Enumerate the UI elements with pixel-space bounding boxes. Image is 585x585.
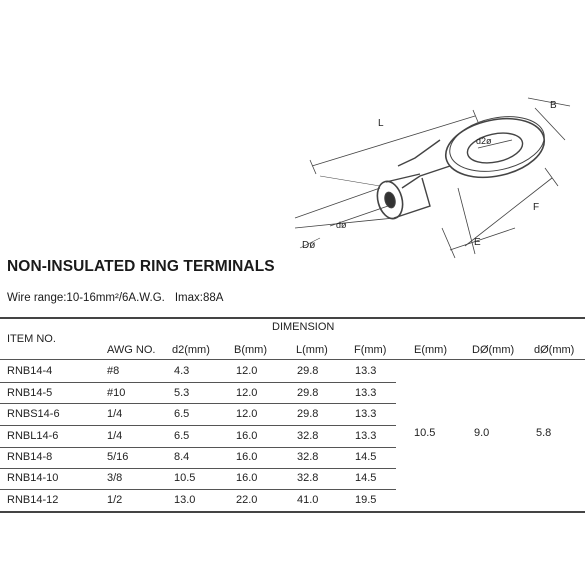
header-dimension: DIMENSION	[272, 321, 335, 333]
cell-item: RNB14-4	[7, 365, 53, 377]
cell-item: RNB14-12	[7, 494, 59, 506]
common-d-inner-value: 5.8	[536, 427, 552, 439]
imax: Imax:88A	[174, 292, 224, 304]
label-B: B	[550, 100, 557, 111]
cell-b: 12.0	[236, 387, 258, 399]
cell-f: 13.3	[355, 408, 377, 420]
cell-l: 29.8	[297, 365, 319, 377]
cell-b: 16.0	[236, 451, 258, 463]
page-title: NON-INSULATED RING TERMINALS	[7, 258, 275, 275]
label-L: L	[378, 118, 384, 129]
dim-F	[458, 168, 558, 254]
cell-l: 32.8	[297, 430, 319, 442]
common-d-outer-value: 9.0	[474, 427, 490, 439]
cell-awg: 1/4	[107, 408, 123, 420]
cell-item: RNB14-8	[7, 451, 53, 463]
common-e-value: 10.5	[414, 427, 436, 439]
cell-awg: #8	[107, 365, 120, 377]
cell-item: RNBL14-6	[7, 430, 59, 442]
cell-f: 14.5	[355, 472, 377, 484]
cell-item: RNBS14-6	[7, 408, 60, 420]
ring-terminal-diagram	[290, 78, 585, 266]
header-awg: AWG NO.	[107, 344, 156, 356]
cell-awg: #10	[107, 387, 126, 399]
barrel-bore	[383, 191, 397, 209]
cell-awg: 3/8	[107, 472, 123, 484]
header-d-outer: DØ(mm)	[472, 344, 515, 356]
table-top-border	[0, 317, 585, 319]
row-separator	[0, 468, 396, 469]
row-separator	[0, 425, 396, 426]
cell-l: 29.8	[297, 408, 319, 420]
cell-d2: 8.4	[174, 451, 190, 463]
cell-b: 16.0	[236, 430, 258, 442]
dim-B	[528, 98, 570, 140]
header-separator	[0, 359, 585, 360]
table-bottom-border	[0, 511, 585, 513]
cell-b: 22.0	[236, 494, 258, 506]
row-separator	[0, 403, 396, 404]
cell-d2: 6.5	[174, 408, 190, 420]
header-l: L(mm)	[296, 344, 328, 356]
header-d2: d2(mm)	[172, 344, 210, 356]
terminal-table	[0, 315, 585, 515]
cell-l: 41.0	[297, 494, 319, 506]
label-D: Dø	[302, 240, 316, 251]
wire-spec	[7, 292, 233, 304]
header-b: B(mm)	[234, 344, 267, 356]
cell-f: 19.5	[355, 494, 377, 506]
cell-b: 16.0	[236, 472, 258, 484]
cell-l: 32.8	[297, 472, 319, 484]
label-F: F	[533, 202, 540, 213]
cell-l: 32.8	[297, 451, 319, 463]
header-item-no: ITEM NO.	[7, 333, 56, 345]
label-E: E	[474, 237, 481, 248]
ring-hole	[465, 128, 526, 167]
cell-awg: 1/2	[107, 494, 123, 506]
row-separator	[0, 382, 396, 383]
header-e: E(mm)	[414, 344, 447, 356]
cell-b: 12.0	[236, 408, 258, 420]
cell-d2: 13.0	[174, 494, 196, 506]
dim-L	[310, 110, 478, 174]
row-separator	[0, 489, 396, 490]
cell-f: 13.3	[355, 430, 377, 442]
header-f: F(mm)	[354, 344, 387, 356]
cell-f: 13.3	[355, 387, 377, 399]
label-d2: d2ø	[476, 136, 492, 146]
cell-l: 29.8	[297, 387, 319, 399]
header-d-inner: dØ(mm)	[534, 344, 575, 356]
cell-b: 12.0	[236, 365, 258, 377]
cell-d2: 10.5	[174, 472, 196, 484]
cell-awg: 1/4	[107, 430, 123, 442]
cell-item: RNB14-5	[7, 387, 53, 399]
terminal-neck	[398, 140, 450, 188]
cell-d2: 5.3	[174, 387, 190, 399]
row-separator	[0, 447, 396, 448]
wire-range: Wire range:10-16mm²/6A.W.G.	[7, 292, 165, 304]
cell-awg: 5/16	[107, 451, 129, 463]
label-d: dø	[336, 220, 347, 230]
cell-d2: 4.3	[174, 365, 190, 377]
cell-f: 13.3	[355, 365, 377, 377]
cell-item: RNB14-10	[7, 472, 59, 484]
cell-d2: 6.5	[174, 430, 190, 442]
cell-f: 14.5	[355, 451, 377, 463]
